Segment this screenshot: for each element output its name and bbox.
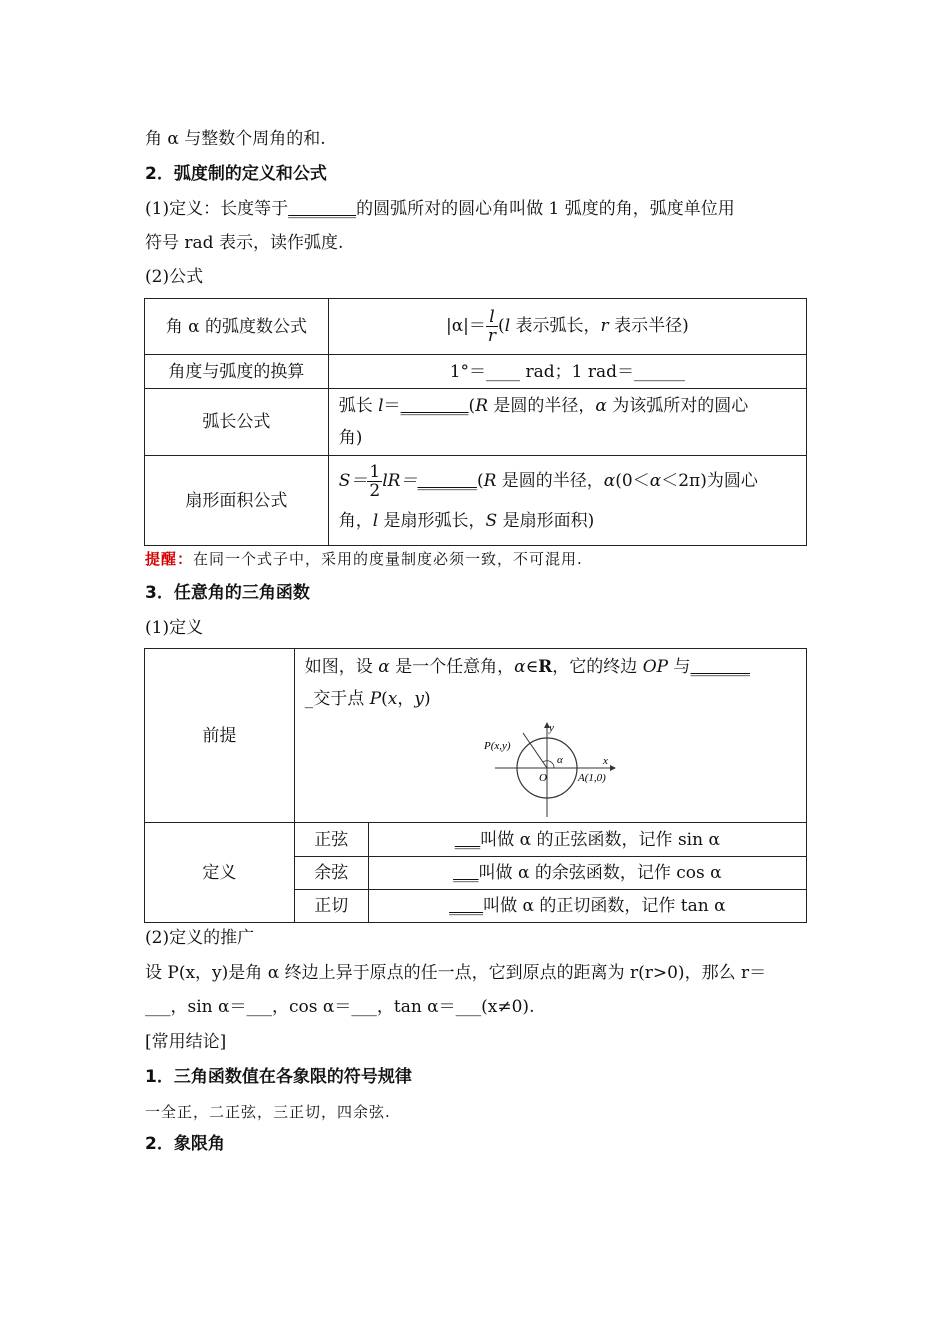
text: _交于点	[304, 689, 370, 709]
frac-num: l	[486, 308, 498, 327]
text: ＝	[383, 396, 401, 416]
set-R: R	[538, 657, 553, 677]
reminder-note	[145, 548, 583, 570]
definition-label: 定义	[145, 823, 295, 923]
premise-text-line1	[305, 651, 796, 683]
table-row	[145, 649, 807, 823]
table-row	[145, 299, 807, 355]
func-name: 正切	[294, 890, 368, 923]
text: 角，	[338, 510, 373, 531]
formula-label: (2)公式	[145, 267, 204, 287]
text: 与	[668, 657, 691, 677]
radian-formula-table	[144, 298, 807, 546]
text: 角)	[338, 428, 363, 448]
formula-lhs: S＝	[338, 470, 368, 491]
premise-label: 前提	[145, 649, 295, 823]
def-blank: ________	[288, 199, 357, 219]
func-name: 正弦	[294, 823, 368, 857]
var-x: x	[387, 689, 398, 709]
formula-mid: lR＝	[382, 470, 418, 491]
label-y: y	[548, 722, 554, 734]
var-alpha: α	[595, 396, 607, 416]
text: 叫做 α 的正弦函数，记作 sin α	[480, 829, 720, 850]
def-prefix: (1)定义：长度等于	[145, 199, 289, 219]
func-definition	[368, 890, 806, 923]
var-l: l	[378, 396, 384, 416]
table-row	[145, 389, 807, 456]
row-label: 角度与弧度的换算	[145, 355, 329, 389]
text: (0＜	[615, 470, 650, 491]
label-A: A(1,0)	[577, 772, 606, 784]
premise-text-line2	[305, 683, 796, 715]
conclusions-label: [常用结论]	[145, 1032, 227, 1052]
premise-content	[294, 649, 806, 823]
var-alpha: α	[514, 657, 526, 677]
text: 是圆的半径，	[488, 396, 596, 416]
var-R: R	[475, 396, 488, 416]
intro-line: 角 α 与整数个周角的和.	[145, 129, 326, 149]
section3-heading: 3．任意角的三角函数	[145, 583, 310, 603]
label-x: x	[602, 755, 608, 767]
text: ＜2π)为圆心	[661, 470, 758, 491]
text: (	[381, 689, 388, 709]
func-definition	[368, 823, 806, 857]
text: (	[468, 396, 476, 416]
var-P: P	[369, 689, 382, 709]
row-label: 弧长公式	[145, 389, 329, 456]
text: ，它的终边	[552, 657, 643, 677]
var-l: l	[504, 316, 511, 336]
answer-blank: _______	[690, 657, 750, 677]
text: )	[423, 689, 431, 709]
var-alpha: α	[378, 657, 390, 677]
var-l: l	[372, 510, 379, 531]
text: 是扇形弧长，	[378, 510, 486, 531]
text: 如图，设	[304, 657, 379, 677]
arc-length-formula	[328, 389, 806, 456]
table-row	[145, 456, 807, 546]
formula-text: 表示弧长，	[510, 316, 601, 336]
row-label: 扇形面积公式	[145, 456, 329, 546]
frac-den: r	[487, 326, 497, 346]
var-y: y	[414, 689, 424, 709]
answer-blank: ________	[400, 396, 469, 416]
formula-lhs: |α|＝	[445, 316, 486, 336]
sector-area-formula	[328, 456, 806, 546]
answer-blank: _______	[417, 470, 477, 491]
text: ∈	[525, 657, 539, 677]
reminder-label: 提醒：	[145, 550, 194, 568]
label-alpha: α	[556, 754, 563, 766]
text: 是一个任意角，	[389, 657, 515, 677]
reminder-text: 在同一个式子中，采用的度量制度必须一致，不可混用.	[193, 550, 583, 568]
table-row	[145, 823, 807, 857]
var-R: R	[483, 470, 497, 491]
text: 弧长	[338, 396, 379, 416]
fraction-l-over-r	[486, 308, 498, 345]
text: 为该弧所对的圆心	[606, 396, 749, 416]
table-row	[145, 355, 807, 389]
text: 叫做 α 的余弦函数，记作 cos α	[478, 863, 722, 883]
answer-blank: ___	[454, 829, 481, 850]
var-r: r	[600, 316, 609, 336]
def-suffix: 的圆弧所对的圆心角叫做 1 弧度的角，弧度单位用	[356, 199, 735, 219]
section3-def-label: (1)定义	[145, 618, 204, 638]
frac-num: 1	[369, 461, 381, 482]
text: 是圆的半径，	[496, 470, 604, 491]
conclusion-item1-text: 一全正，二正弦，三正切，四余弦.	[145, 1103, 391, 1121]
frac-den: 2	[369, 480, 381, 501]
text: (	[476, 470, 484, 491]
unit-circle-figure	[477, 719, 637, 819]
label-P: P(x,y)	[483, 740, 511, 752]
var-OP: OP	[642, 657, 669, 677]
conclusion-item2: 2．象限角	[145, 1134, 225, 1154]
var-alpha: α	[603, 470, 616, 491]
func-name: 余弦	[294, 857, 368, 890]
section2-heading: 2．弧度制的定义和公式	[145, 164, 327, 184]
fraction-one-half	[367, 463, 382, 500]
formula-end: 表示半径)	[608, 316, 689, 336]
answer-blank: ____	[449, 896, 484, 916]
radian-definition-line2: 符号 rad 表示，读作弧度.	[145, 233, 344, 253]
formula-paren: (	[498, 316, 505, 336]
text: ，	[397, 689, 415, 709]
extension-line2: ___，sin α＝___，cos α＝___，tan α＝___(x≠0).	[145, 997, 535, 1017]
var-alpha: α	[649, 470, 662, 491]
radian-definition-line1	[145, 198, 735, 220]
answer-blank: ___	[453, 863, 479, 883]
text: 是扇形面积)	[497, 510, 595, 531]
func-definition	[368, 857, 806, 890]
radian-measure-formula	[328, 299, 806, 355]
extension-label: (2)定义的推广	[145, 928, 255, 948]
row-label: 角 α 的弧度数公式	[145, 299, 329, 355]
label-O: O	[538, 772, 547, 784]
trig-definition-table	[144, 648, 807, 923]
var-S: S	[485, 510, 498, 531]
degree-radian-conversion: 1°＝____ rad；1 rad＝______	[328, 355, 806, 389]
extension-line1: 设 P(x，y)是角 α 终边上异于原点的任一点，它到原点的距离为 r(r>0)，那么 r＝	[145, 963, 767, 983]
conclusion-item1: 1．三角函数值在各象限的符号规律	[145, 1067, 412, 1087]
text: 叫做 α 的正切函数，记作 tan α	[483, 896, 726, 916]
